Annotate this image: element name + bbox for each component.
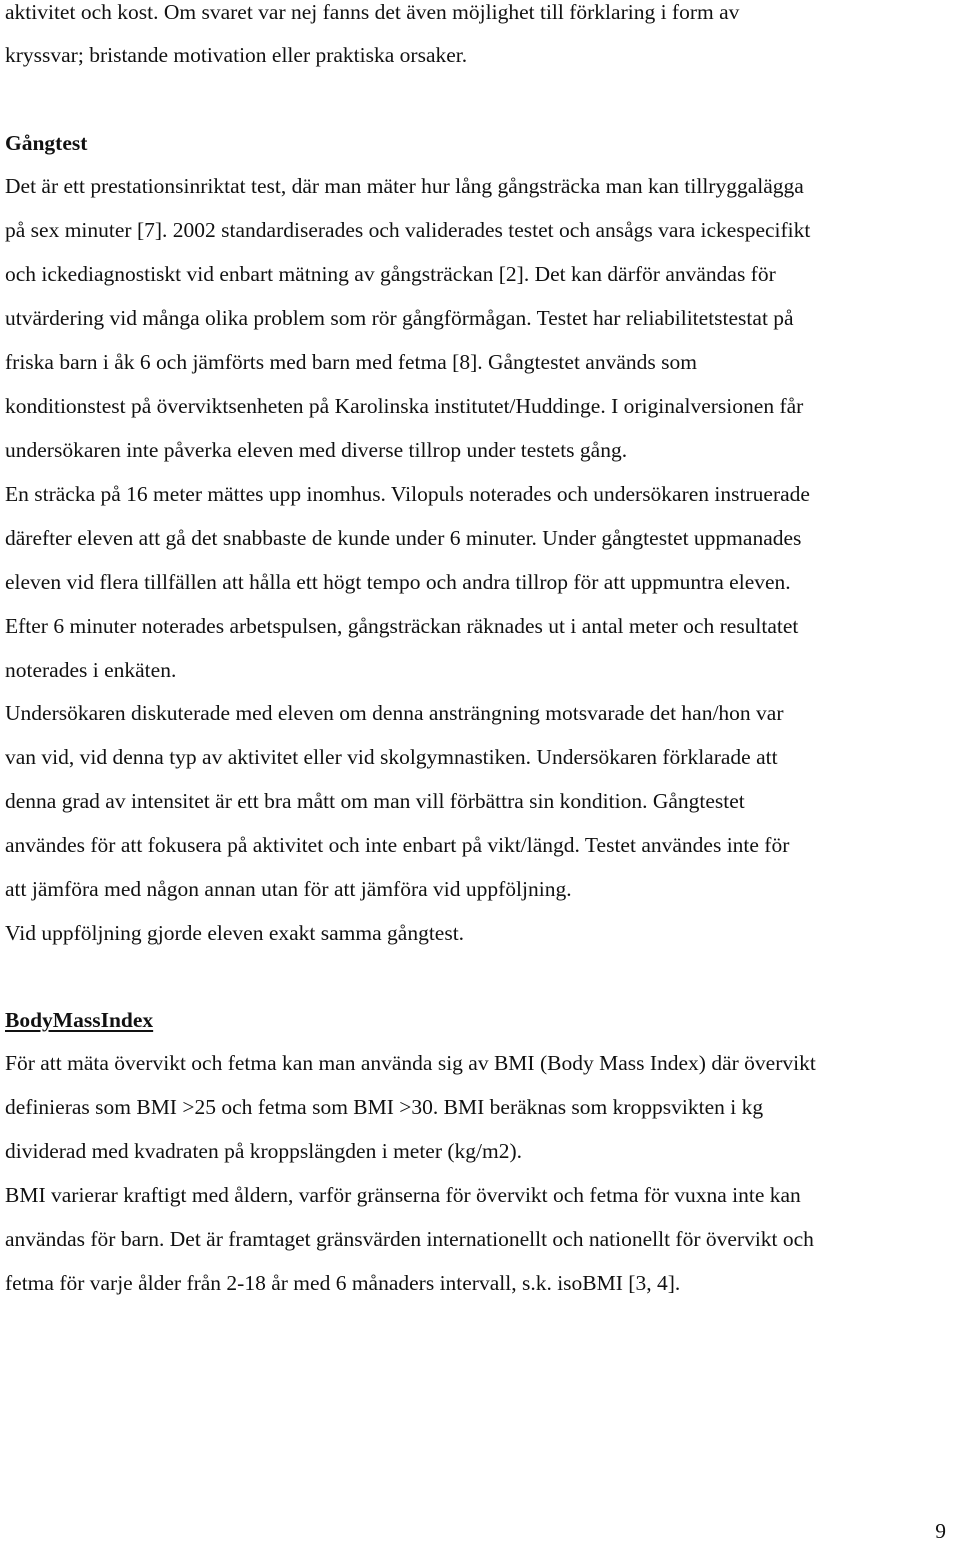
text-line: aktivitet och kost. Om svaret var nej fanns det även möjlighet till förklaring i form av	[5, 0, 740, 24]
text-line: undersökaren inte påverka eleven med diverse tillrop under testets gång.	[5, 438, 628, 462]
text-line: van vid, vid denna typ av aktivitet eller vid skolgymnastiken. Undersökaren förklarade att	[5, 745, 778, 769]
text-line: och ickediagnostiskt vid enbart mätning av gångsträckan [2]. Det kan därför användas för	[5, 262, 776, 286]
text-line: eleven vid flera tillfällen att hålla ett högt tempo och andra tillrop för att uppmuntra eleven.	[5, 570, 791, 594]
text-line: på sex minuter [7]. 2002 standardiserades och validerades testet och ansågs vara ickespecifikt	[5, 218, 811, 242]
text-line: För att mäta övervikt och fetma kan man använda sig av BMI (Body Mass Index) där övervikt	[5, 1051, 816, 1075]
text-line: kryssvar; bristande motivation eller praktiska orsaker.	[5, 43, 468, 67]
text-line: användas för barn. Det är framtaget gränsvärden internationellt och nationellt för övervikt och	[5, 1227, 814, 1251]
text-line: konditionstest på överviktsenheten på Karolinska institutet/Huddinge. I originalversionen får	[5, 394, 804, 418]
text-line: BMI varierar kraftigt med åldern, varför gränserna för övervikt och fetma för vuxna inte kan	[5, 1183, 801, 1207]
text-line: noterades i enkäten.	[5, 658, 177, 682]
text-line: användes för att fokusera på aktivitet och inte enbart på vikt/längd. Testet användes inte för	[5, 833, 790, 857]
text-line: Det är ett prestationsinriktat test, där man mäter hur lång gångsträcka man kan tillryggalägga	[5, 174, 804, 198]
page-number: 9	[935, 1519, 946, 1543]
text-line: Efter 6 minuter noterades arbetspulsen, gångsträckan räknades ut i antal meter och resultatet	[5, 614, 799, 638]
section-heading-gangtest: Gångtest	[5, 131, 88, 155]
text-line: denna grad av intensitet är ett bra mått om man vill förbättra sin kondition. Gångtestet	[5, 789, 745, 813]
text-line: En sträcka på 16 meter mättes upp inomhus. Vilopuls noterades och undersökaren instruerade	[5, 482, 810, 506]
section-heading-bodymassindex: BodyMassIndex	[5, 1008, 154, 1032]
text-line: fetma för varje ålder från 2-18 år med 6 månaders intervall, s.k. isoBMI [3, 4].	[5, 1271, 681, 1295]
text-line: friska barn i åk 6 och jämförts med barn med fetma [8]. Gångtestet används som	[5, 350, 697, 374]
text-line: därefter eleven att gå det snabbaste de kunde under 6 minuter. Under gångtestet uppmanades	[5, 526, 802, 550]
text-line: utvärdering vid många olika problem som rör gångförmågan. Testet har reliabilitetstestat på	[5, 306, 794, 330]
text-line: dividerad med kvadraten på kroppslängden i meter (kg/m2).	[5, 1139, 523, 1163]
text-line: att jämföra med någon annan utan för att jämföra vid uppföljning.	[5, 877, 572, 901]
text-line: definieras som BMI >25 och fetma som BMI >30. BMI beräknas som kroppsvikten i kg	[5, 1095, 764, 1119]
text-line: Undersökaren diskuterade med eleven om denna ansträngning motsvarade det han/hon var	[5, 701, 784, 725]
text-line: Vid uppföljning gjorde eleven exakt samma gångtest.	[5, 921, 465, 945]
